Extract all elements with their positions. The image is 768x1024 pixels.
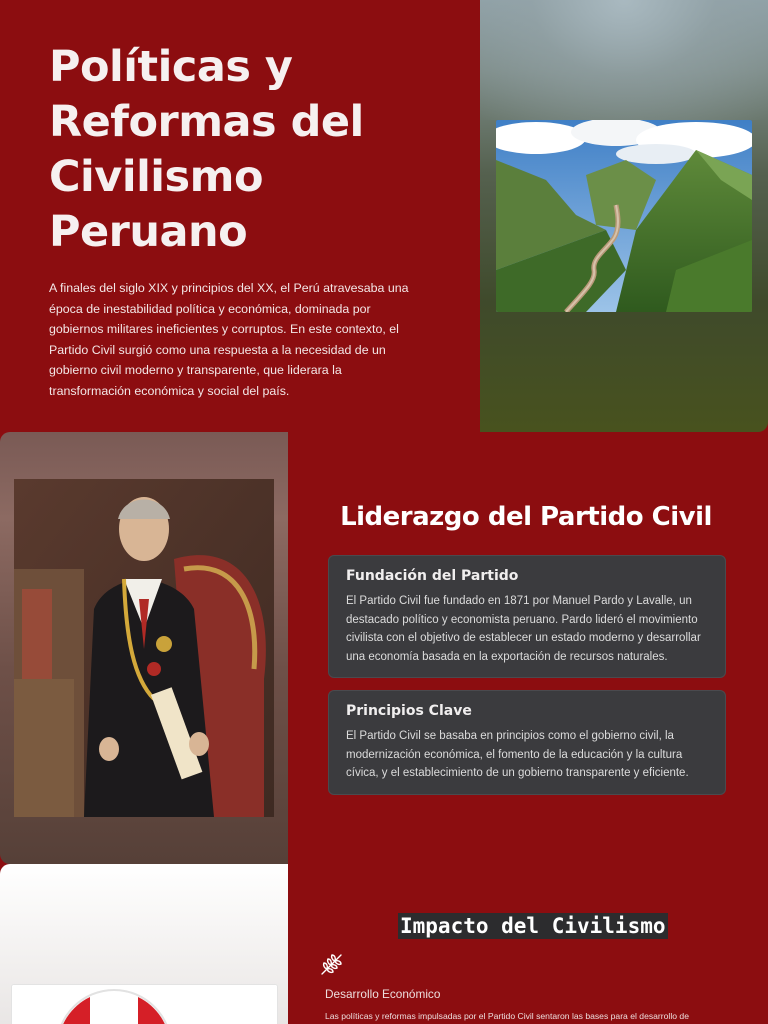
card-title: Fundación del Partido [346, 568, 519, 584]
portrait-panel [0, 432, 288, 864]
card-title: Principios Clave [346, 703, 472, 719]
flag-image-panel [0, 864, 288, 1024]
page-title: Políticas y Reformas del Civilismo Peruano [49, 42, 364, 257]
impact-heading: Impacto del Civilismo [400, 914, 666, 938]
hero-image-panel [480, 0, 768, 432]
card-text: El Partido Civil se basaba en principios como el gobierno civil, la modernización económica, el fomento de la educación y la cultura cívica, y el establecimiento de un gobierno transparente y eficiente. [346, 730, 689, 780]
hero-image-blur [480, 0, 768, 120]
wheat-icon [319, 951, 345, 977]
impact-item-title: Desarrollo Económico [325, 987, 441, 1001]
andes-mountains-image [496, 120, 752, 312]
hero-text-panel [0, 0, 480, 432]
peru-flag-image [11, 984, 278, 1024]
intro-paragraph: A finales del siglo XIX y principios del XX, el Perú atravesaba una época de inestabilidad política y económica, dominada por gobiernos militares ineficientes y corruptos. En este contexto, el Partido Civil surgió como una respuesta a la necesidad de un gobierno civil moderno y transparente, que liderara la transformación económica y social del país. [49, 281, 409, 398]
leadership-heading: Liderazgo del Partido Civil [340, 502, 712, 532]
info-card [328, 690, 726, 795]
info-card [328, 555, 726, 678]
card-text: El Partido Civil fue fundado en 1871 por Manuel Pardo y Lavalle, un destacado político y economista peruano. Pardo lideró el movimiento civilista con el objetivo de establecer un estado moderno y desarrollar una economía basada en la exportación de recursos naturales. [346, 595, 701, 663]
impact-item-text: Las políticas y reformas impulsadas por el Partido Civil sentaron las bases para el desarrollo de [325, 1011, 689, 1021]
hero-section [0, 0, 768, 432]
manuel-pardo-portrait [14, 479, 274, 817]
